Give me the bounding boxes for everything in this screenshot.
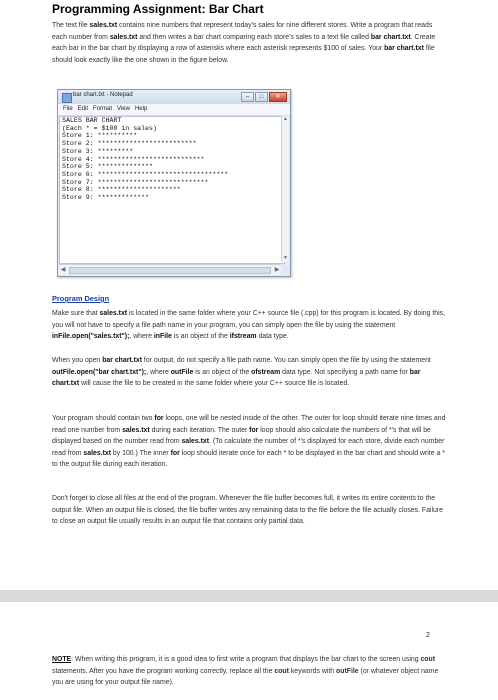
note-label: NOTE: [52, 656, 72, 663]
menu-file[interactable]: File: [63, 106, 73, 112]
scrollbar-thumb[interactable]: [69, 267, 271, 274]
chart-line: Store 4: ***************************: [62, 155, 205, 163]
notepad-text-area[interactable]: [59, 116, 285, 264]
notepad-menubar: [58, 104, 290, 116]
design-paragraph-1: Make sure that sales.txt is located in the same folder where your C++ source file (.cpp) for this program is located. By doing this, you will not have to specify a file path name in your program, you can simply open the file by using the statement inFile.open("sales.txt");, where inFile is an object of the ifstream data type.: [52, 310, 445, 340]
chart-line: Store 6: *********************************: [62, 170, 229, 178]
notepad-titlebar[interactable]: [58, 90, 290, 104]
horizontal-scrollbar[interactable]: [59, 264, 281, 275]
document-page-2: [0, 602, 498, 700]
close-button[interactable]: ✕: [269, 92, 287, 102]
page-title: Programming Assignment: Bar Chart: [52, 2, 264, 16]
notepad-title: bar chart.txt - Notepad: [73, 92, 133, 98]
scroll-down-arrow-icon[interactable]: ▼: [283, 255, 288, 261]
chart-line: Store 9: *************: [62, 194, 150, 202]
page-number: 2: [426, 632, 430, 639]
menu-edit[interactable]: Edit: [77, 106, 89, 112]
chart-line: Store 1: **********: [62, 132, 138, 140]
maximize-button[interactable]: □: [255, 92, 268, 102]
menu-view[interactable]: View: [117, 106, 130, 112]
scroll-right-arrow-icon[interactable]: ▶: [274, 267, 280, 273]
chart-line: Store 8: *********************: [62, 186, 181, 194]
design-paragraph-3: Your program should contain two for loops, one will be nested inside of the other. The outer for loop should iterate nine times and read one number from sales.txt during each iteration. The outer for loop should also calculate the numbers of *'s that will be displayed based on the number read from sales.txt. (To calculate the number of *'s displayed for each store, divide each number read from sales.txt by 100.) The inner for loop should iterate once for each * to be displayed in the bar chart and should write a * to the output file during each iteration.: [52, 415, 446, 468]
note-paragraph: NOTE: When writing this program, it is a good idea to first write a program that displays the bar chart to the screen using cout statements. After you have the program working correctly, replace all the cout keywords with outFile (or whatever object name you are using for your output file name).: [52, 656, 439, 686]
program-design-heading: Program Design: [52, 294, 110, 303]
chart-line: Store 5: **************: [62, 163, 154, 171]
menu-help[interactable]: Help: [134, 106, 148, 112]
chart-line: SALES BAR CHART: [62, 117, 122, 124]
design-paragraph-4: Don't forget to close all files at the end of the program. Whenever the file buffer becomes full, it writes its entire contents to the output file. When an output file is closed, the file buffer writes any remaining data to the file before the file actually closes. Failure to close an output file usually results in an output file that contains only partial data.: [52, 495, 443, 525]
scroll-left-arrow-icon[interactable]: ◀: [60, 267, 66, 273]
notepad-icon: [62, 93, 72, 103]
minimize-button[interactable]: –: [241, 92, 254, 102]
menu-format[interactable]: Format: [93, 106, 113, 112]
chart-line: Store 7: ****************************: [62, 178, 209, 186]
notepad-window: [57, 89, 291, 277]
chart-line: Store 3: *********: [62, 147, 134, 155]
vertical-scrollbar[interactable]: [281, 116, 289, 262]
chart-line: Store 2: *************************: [62, 140, 197, 148]
window-controls: [240, 92, 287, 101]
page-break: [0, 590, 498, 602]
intro-paragraph: The text file sales.txt contains nine numbers that represent today's sales for nine different stores. Write a program that reads each number from sales.txt and then writes a bar chart comparing each store's sales to a text file called bar chart.txt. Create each bar in the bar chart by displaying a row of asterisks where each asterisk represents $100 of sales. Your bar chart.txt file should look exactly like the one shown in the figure below.: [52, 22, 436, 64]
scroll-up-arrow-icon[interactable]: ▲: [283, 116, 288, 122]
design-paragraph-2: When you open bar chart.txt for output, do not specify a file path name. You can simply open the file by using the statement outFile.open("bar chart.txt");, where outFile is an object of the ofstream data type. Not specifying a path name for bar chart.txt will cause the file to be created in the same folder where your C++ source file is located.: [52, 357, 431, 387]
chart-line: (Each * = $100 in sales): [62, 124, 157, 132]
